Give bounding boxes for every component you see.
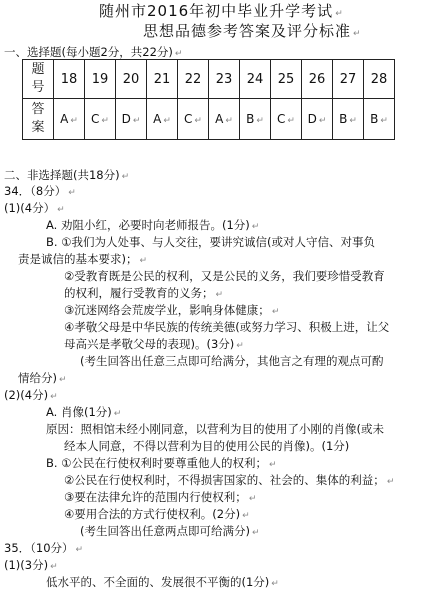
- line-text: 母高兴是孝敬父母的表现)。(3分): [64, 337, 235, 351]
- paragraph-mark: ↵: [318, 116, 327, 126]
- paragraph-mark: ↵: [50, 392, 58, 402]
- line-text: ④要用合法的方式行使权利。(2分): [64, 507, 241, 521]
- line-text: 低水平的、不全面的、发展很不平衡的(1分): [46, 575, 270, 589]
- answer-line: [46, 575, 279, 591]
- title-line-1: 随州市2016年初中毕业升学考试: [99, 2, 334, 20]
- paragraph-mark: ↵: [101, 116, 109, 126]
- paragraph-mark: ↵: [174, 49, 183, 59]
- answer-line: [80, 354, 383, 368]
- paragraph-mark: ↵: [113, 409, 122, 419]
- answer-line: [46, 405, 121, 421]
- line-text: B. ①公民在行使权利时要尊重他人的权利；: [46, 456, 268, 470]
- header-char: 题: [31, 62, 45, 77]
- line-text: 原因：照相馆未经小刚同意，以营利为目的使用了小刚的肖像(或未: [46, 422, 384, 436]
- answer-line: [64, 473, 394, 489]
- answer-line: [64, 286, 223, 302]
- answer-cell: [54, 99, 85, 140]
- section1-heading-text: 一、选择题(每小题2分，共22分): [4, 45, 173, 59]
- line-text: ②公民在行使权利时，不得损害国家的、社会的、集体的利益；: [64, 473, 385, 487]
- line-text: 34．（8分）: [4, 184, 67, 198]
- line-text: 责是诚信的基本要求)；: [18, 252, 138, 266]
- question-number: 24: [240, 60, 271, 99]
- paragraph-mark: ↵: [132, 116, 141, 126]
- answer-row: [23, 99, 395, 140]
- answer-line: [64, 337, 244, 353]
- line-text: (考生回答出任意三点即可给满分，其他言之有理的观点可酌: [80, 354, 384, 368]
- section2-heading: [4, 168, 129, 184]
- paragraph-mark: ↵: [335, 9, 344, 19]
- paragraph-mark: ↵: [194, 116, 202, 126]
- paragraph-mark: ↵: [353, 29, 362, 39]
- answer-cell: [209, 99, 240, 140]
- line-text: 35．（10分）: [4, 541, 74, 555]
- answer-letter: A: [60, 112, 69, 126]
- paragraph-mark: ↵: [271, 579, 279, 589]
- answer-line: [46, 456, 277, 472]
- paragraph-mark: ↵: [349, 116, 357, 126]
- section2-heading-text: 二、非选择题(共18分): [4, 168, 120, 182]
- question-number: 22: [178, 60, 209, 99]
- answer-letter: B: [246, 112, 255, 126]
- answer-letter: D: [307, 112, 317, 126]
- question-number: 20: [116, 60, 147, 99]
- line-text: A. 肖像(1分): [46, 405, 112, 419]
- paragraph-mark: ↵: [139, 256, 148, 266]
- paragraph-mark: ↵: [287, 116, 295, 126]
- answer-line: [18, 252, 147, 268]
- paragraph-mark: ↵: [163, 116, 171, 126]
- paragraph-mark: ↵: [225, 116, 233, 126]
- answer-letter: C: [91, 112, 100, 126]
- answer-cell: [271, 99, 302, 140]
- answer-letter: B: [370, 112, 379, 126]
- answer-cell: [364, 99, 395, 140]
- paragraph-mark: ↵: [50, 562, 58, 572]
- title-line-2: 思想品德参考答案及评分标准: [143, 22, 352, 40]
- header-char: 答: [31, 102, 45, 117]
- paragraph-mark: ↵: [75, 545, 84, 555]
- question-number: 19: [85, 60, 116, 99]
- paragraph-mark: ↵: [57, 205, 65, 215]
- answer-line: [64, 320, 389, 334]
- answer-letter: A: [215, 112, 224, 126]
- answer-line: [4, 388, 58, 404]
- header-char: 号: [31, 80, 45, 95]
- paragraph-mark: ↵: [70, 116, 78, 126]
- paragraph-mark: ↵: [215, 290, 224, 300]
- answer-letter: A: [153, 112, 162, 126]
- paragraph-mark: ↵: [59, 375, 67, 385]
- question-number-header: [23, 60, 54, 99]
- header-char: 案: [31, 120, 45, 135]
- document-title: [99, 4, 344, 21]
- line-text: 情给分): [18, 371, 57, 385]
- answer-cell: [240, 99, 271, 140]
- answer-line: [46, 235, 375, 249]
- paragraph-mark: ↵: [380, 116, 388, 126]
- answer-cell: [147, 99, 178, 140]
- answer-header: [23, 99, 54, 140]
- answer-cell: [302, 99, 333, 140]
- answer-line: [46, 218, 259, 234]
- question-number: 26: [302, 60, 333, 99]
- answer-cell: [333, 99, 364, 140]
- paragraph-mark: ↵: [386, 477, 395, 487]
- paragraph-mark: ↵: [236, 341, 244, 351]
- question-number-row: [23, 60, 395, 99]
- answer-cell: [116, 99, 147, 140]
- answer-line: [4, 541, 83, 557]
- answer-line: [64, 303, 279, 319]
- answer-letter: D: [121, 112, 131, 126]
- question-number: 18: [54, 60, 85, 99]
- line-text: 经本人同意，不得以营利为目的使用公民的肖像)。(1分): [64, 439, 350, 453]
- line-text: ④孝敬父母是中华民族的传统美德(或努力学习、积极上进，让父: [64, 320, 390, 334]
- question-number: 28: [364, 60, 395, 99]
- answer-line: [64, 269, 385, 283]
- paragraph-mark: ↵: [251, 528, 260, 538]
- line-text: (2)(4分): [4, 388, 49, 402]
- document-subtitle: [143, 24, 362, 41]
- answer-line: [64, 507, 250, 523]
- line-text: ③要在法律允许的范围内行使权利；: [64, 490, 247, 504]
- answer-line: [64, 490, 256, 506]
- line-text: B. ①我们为人处事、与人交往，要讲究诚信(或对人守信、对事负: [46, 235, 375, 249]
- answer-table: [22, 59, 395, 140]
- question-number: 27: [333, 60, 364, 99]
- question-number: 21: [147, 60, 178, 99]
- answer-letter: C: [277, 112, 286, 126]
- answer-line: [46, 422, 384, 436]
- paragraph-mark: ↵: [271, 307, 280, 317]
- answer-cell: [85, 99, 116, 140]
- line-text: A. 劝阻小红，必要时向老师报告。(1分): [46, 218, 250, 232]
- answer-line: [80, 524, 260, 540]
- line-text: ③沉迷网络会荒废学业，影响身体健康；: [64, 303, 270, 317]
- paragraph-mark: ↵: [251, 222, 260, 232]
- line-text: ②受教育既是公民的权利，又是公民的义务，我们要珍惜受教育: [64, 269, 385, 283]
- question-number: 25: [271, 60, 302, 99]
- answer-line: [18, 371, 67, 387]
- line-text: 的权利，履行受教育的义务；: [64, 286, 214, 300]
- answer-line: [4, 184, 76, 200]
- line-text: (1)(4分）: [4, 201, 56, 215]
- paragraph-mark: ↵: [121, 172, 130, 182]
- line-text: (考生回答出任意两点即可给满分): [80, 524, 250, 538]
- paragraph-mark: ↵: [256, 116, 264, 126]
- answer-cell: [178, 99, 209, 140]
- answer-line: [4, 201, 65, 217]
- answer-line: [4, 558, 58, 574]
- question-number: 23: [209, 60, 240, 99]
- paragraph-mark: ↵: [242, 511, 250, 521]
- answer-line: [64, 439, 349, 453]
- answer-letter: B: [339, 112, 348, 126]
- answer-letter: C: [184, 112, 193, 126]
- paragraph-mark: ↵: [68, 188, 76, 198]
- paragraph-mark: ↵: [248, 494, 257, 504]
- line-text: (1)(3分): [4, 558, 49, 572]
- paragraph-mark: ↵: [269, 460, 277, 470]
